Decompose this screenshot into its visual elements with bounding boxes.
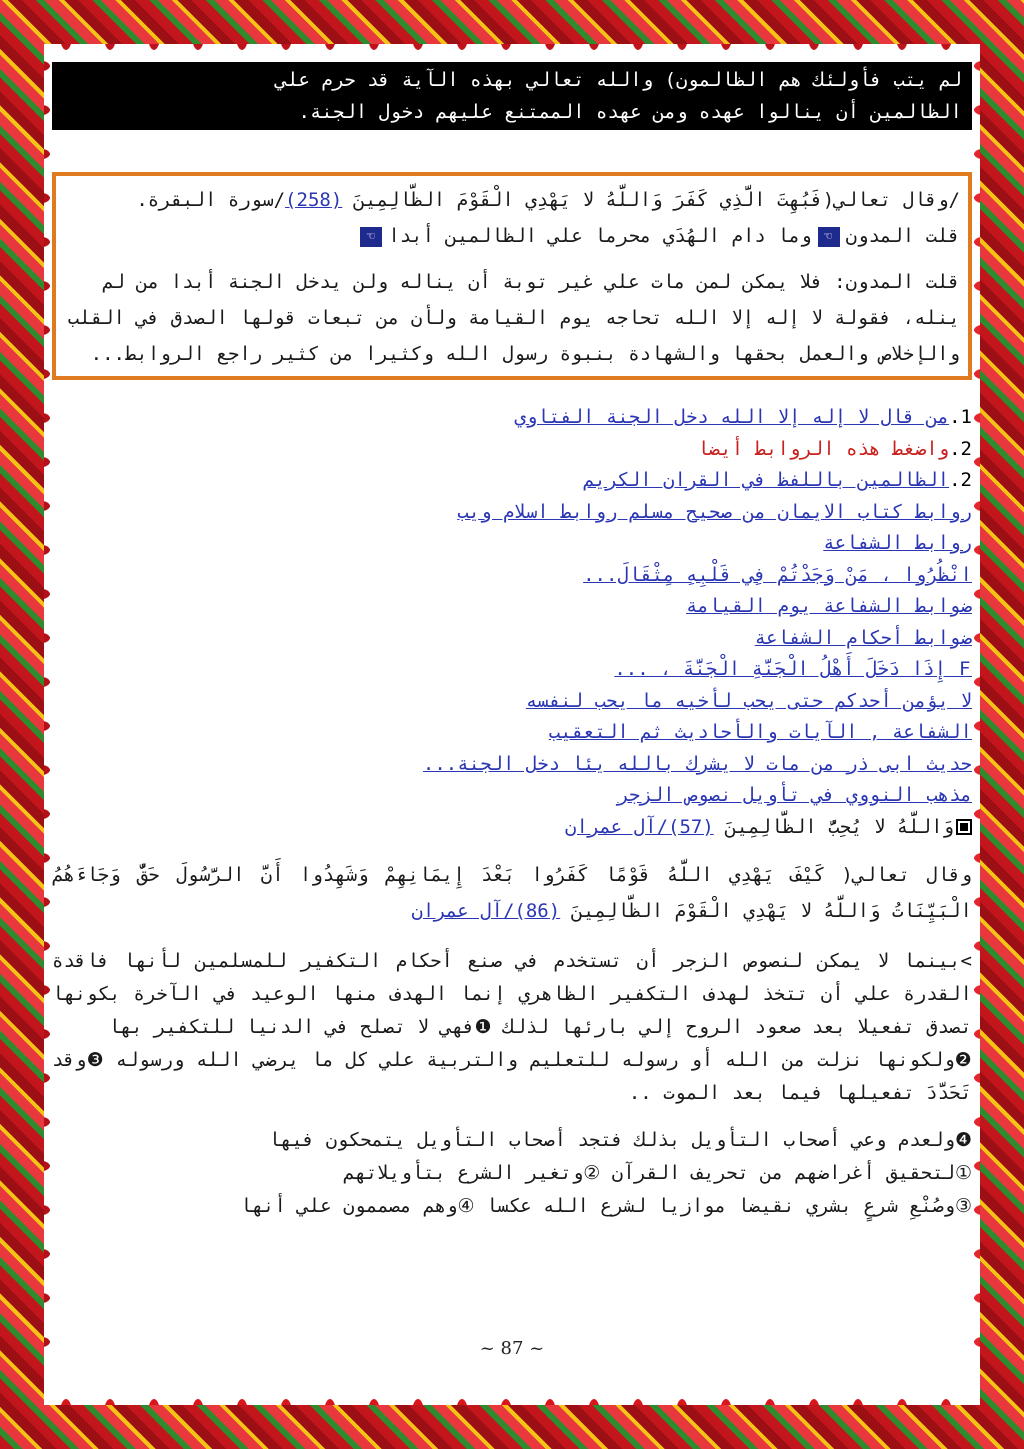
poinsettia-flower-icon	[0, 478, 50, 534]
top-box-line-1: لم يتب فأولئك هم الظالمون) والله تعالي بهذه الآية قد حرم علي	[275, 69, 962, 91]
poinsettia-flower-icon	[0, 610, 50, 666]
poinsettia-flower-icon	[82, 0, 138, 50]
poinsettia-flower-icon	[974, 830, 1024, 886]
poinsettia-flower-icon	[698, 0, 754, 50]
list-item	[52, 591, 972, 623]
poinsettia-flower-icon	[874, 1399, 930, 1449]
link-shafaa-qiyama[interactable]: ضوابط الشفاعة يوم القيامة	[686, 595, 972, 617]
top-box-line-2: الظالمين أن ينالوا عهده ومن عهده الممتنع عليهم دخول الجنة.	[298, 101, 962, 123]
surah-name: /سورة البقرة.	[136, 189, 286, 211]
circled-2-icon: ❷	[954, 1049, 972, 1071]
verse-al-imran-57: وَاللَّهُ لا يُحِبُّ الظَّالِمِينَ (57)/آل عمران	[52, 812, 972, 844]
verse-baqarah	[64, 182, 960, 218]
poinsettia-flower-icon	[82, 1399, 138, 1449]
poinsettia-flower-icon	[974, 82, 1024, 138]
poinsettia-flower-icon	[0, 434, 50, 490]
link-shafaa[interactable]: روابط الشفاعة	[823, 532, 972, 554]
poinsettia-flower-icon	[214, 1399, 270, 1449]
poinsettia-flower-icon	[0, 346, 50, 402]
circled-1-icon: ❶	[474, 1016, 492, 1038]
poinsettia-flower-icon	[0, 1270, 50, 1326]
poinsettia-flower-icon	[974, 566, 1024, 622]
circled-3-icon: ❸	[86, 1049, 104, 1071]
poinsettia-flower-icon	[0, 1138, 50, 1194]
blogger-note-label: قلت المدون	[845, 225, 960, 247]
poinsettia-flower-icon	[918, 1399, 974, 1449]
link-shafaa-ayat[interactable]: الشفاعة , الآيات والأحاديث ثم التعقيب	[548, 721, 972, 743]
poinsettia-flower-icon	[0, 918, 50, 974]
poinsettia-flower-icon	[0, 874, 50, 930]
pointing-hand-icon: ☜	[360, 227, 382, 247]
poinsettia-flower-icon	[974, 654, 1024, 710]
verse-al-imran-86: وقال تعالي( كَيْفَ يَهْدِي اللَّهُ قَوْمًا كَفَرُوا بَعْدَ إِيمَانِهِمْ وَشَهِدُوا أَنَّ الرَّسُولَ حَقٌّ وَجَاءَهُمُ الْبَيِّنَاتُ وَاللَّهُ لا يَهْدِي الْقَوْمَ الظَّالِمِينَ (86)/آل عمران	[52, 864, 972, 922]
poinsettia-flower-icon	[0, 258, 50, 314]
page-content	[52, 62, 972, 1223]
list-item	[52, 686, 972, 718]
list-item: 2.الظالمين باللفظ في القران الكريم	[583, 469, 972, 491]
poinsettia-flower-icon	[170, 0, 226, 50]
poinsettia-flower-icon	[974, 1270, 1024, 1326]
poinsettia-flower-icon	[654, 0, 710, 50]
poinsettia-flower-icon	[962, 1399, 1018, 1449]
poinsettia-flower-icon	[974, 346, 1024, 402]
poinsettia-flower-icon	[974, 38, 1024, 94]
circled-outline-4-icon: ④	[457, 1195, 475, 1217]
poinsettia-flower-icon	[974, 170, 1024, 226]
poinsettia-flower-icon	[974, 874, 1024, 930]
poinsettia-flower-icon	[610, 1399, 666, 1449]
poinsettia-flower-icon	[786, 0, 842, 50]
poinsettia-flower-icon	[390, 0, 446, 50]
poinsettia-flower-icon	[974, 1006, 1024, 1062]
circled-outline-1-icon: ①	[954, 1162, 972, 1184]
list-item: F إِذَا دَخَلَ أَهْلُ الْجَنَّةِ الْجَنَّةَ ، ...	[614, 658, 972, 680]
poinsettia-flower-icon	[566, 1399, 622, 1449]
poinsettia-flower-icon	[0, 82, 50, 138]
poinsettia-flower-icon	[170, 1399, 226, 1449]
poinsettia-flower-icon	[0, 962, 50, 1018]
link-dakhala-jannah[interactable]: إِذَا دَخَلَ أَهْلُ الْجَنَّةِ الْجَنَّةَ ، ...	[614, 658, 947, 680]
poinsettia-flower-icon	[830, 0, 886, 50]
poinsettia-flower-icon	[346, 1399, 402, 1449]
poinsettia-flower-icon	[258, 0, 314, 50]
poinsettia-flower-icon	[974, 786, 1024, 842]
poinsettia-flower-icon	[974, 742, 1024, 798]
link-iman-muslim[interactable]: روابط كتاب الايمان من صحيح مسلم روابط اسلام ويب	[457, 500, 972, 523]
poinsettia-flower-icon	[38, 1399, 94, 1449]
poinsettia-flower-icon	[38, 0, 94, 50]
poinsettia-flower-icon	[0, 566, 50, 622]
list-item: 2.واضغط هذه الروابط أيضا	[697, 437, 972, 460]
poinsettia-flower-icon	[0, 830, 50, 886]
link-hadith-abi-dharr[interactable]: حديث ابى ذر من مات لا يشرك بالله يئا دخل الجنة...	[422, 752, 972, 775]
poinsettia-flower-icon	[786, 1399, 842, 1449]
poinsettia-flower-icon	[610, 0, 666, 50]
poinsettia-flower-icon	[214, 0, 270, 50]
poinsettia-flower-icon	[974, 390, 1024, 446]
poinsettia-flower-icon	[974, 1050, 1024, 1106]
red-note: واضغط هذه الروابط أيضا	[697, 437, 950, 460]
zajr-paragraph: >بينما لا يمكن لنصوص الزجر أن تستخدم في صنع أحكام التكفير للمسلمين لأنها فاقدة القدرة علي أن تتخذ لهدف التكفير الظاهري إنما الهدف منها الوعيد في الآخرة بكونها تصدق تفعيلا بعد صعود الروح إلي بارئها لذلك ❶فهي لا تصلح في الدنيا للتكفير بها ❷ولكونها نزلت من الله أو رسوله للتعليم والتربية علي كل ما يرضي الله ورسوله ❸وقد تَحَدَّدَ تفعيلها فيما بعد الموت ..	[52, 950, 972, 1104]
poinsettia-flower-icon	[974, 214, 1024, 270]
list-item: 1.من قال لا إله إلا الله دخل الجنة الفتاوي	[514, 406, 972, 428]
poinsettia-flower-icon	[0, 698, 50, 754]
taweel-paragraph: ❹ولعدم وعي أصحاب التأويل بذلك فتجد أصحاب التأويل يتمحكون فيها ①لتحقيق أغراضهم من تحريف القرآن ②وتغير الشرع بتأويلاتهم ③وصُنْعِ شرعٍ بشري نقيضا موازيا لشرع الله عكسا ④وهم مصممون علي أنها	[240, 1129, 972, 1217]
poinsettia-flower-icon	[522, 1399, 578, 1449]
poinsettia-flower-icon	[974, 522, 1024, 578]
poinsettia-flower-icon	[0, 654, 50, 710]
poinsettia-flower-icon	[0, 170, 50, 226]
poinsettia-flower-icon	[434, 0, 490, 50]
verse-text: /وقال تعالي(فَبُهِتَ الَّذِي كَفَرَ وَاللَّهُ لا يَهْدِي الْقَوْمَ الظَّالِمِينَ	[342, 189, 960, 211]
list-item	[52, 560, 972, 592]
poinsettia-flower-icon	[742, 1399, 798, 1449]
blogger-note-text: وما دام الهُدَي محرما علي الظالمين أبدا	[388, 225, 812, 247]
square-bullet-icon	[956, 819, 972, 835]
poinsettia-flower-icon	[698, 1399, 754, 1449]
poinsettia-flower-icon	[654, 1399, 710, 1449]
poinsettia-flower-icon	[974, 918, 1024, 974]
poinsettia-flower-icon	[974, 478, 1024, 534]
top-black-box	[52, 62, 972, 130]
poinsettia-flower-icon	[478, 1399, 534, 1449]
link-nawawi[interactable]: مذهب النووي في تأويل نصوص الزجر	[617, 784, 972, 806]
poinsettia-flower-icon	[874, 0, 930, 50]
orange-box	[52, 172, 972, 380]
poinsettia-flower-icon	[974, 1138, 1024, 1194]
poinsettia-flower-icon	[962, 0, 1018, 50]
poinsettia-flower-icon	[742, 0, 798, 50]
poinsettia-flower-icon	[0, 522, 50, 578]
poinsettia-flower-icon	[0, 1094, 50, 1150]
poinsettia-flower-icon	[126, 0, 182, 50]
poinsettia-flower-icon	[390, 1399, 446, 1449]
poinsettia-flower-icon	[0, 1182, 50, 1238]
poinsettia-flower-icon	[0, 1050, 50, 1106]
poinsettia-flower-icon	[346, 0, 402, 50]
poinsettia-flower-icon	[478, 0, 534, 50]
poinsettia-flower-icon	[0, 0, 50, 50]
poinsettia-flower-icon	[974, 1226, 1024, 1282]
verse-ref-258[interactable]: (258)	[285, 189, 343, 211]
page-number: ~ 87 ~	[479, 1338, 545, 1359]
poinsettia-flower-icon	[302, 1399, 358, 1449]
poinsettia-flower-icon	[974, 258, 1024, 314]
poinsettia-flower-icon	[258, 1399, 314, 1449]
poinsettia-flower-icon	[974, 302, 1024, 358]
pointing-hand-icon: ☜	[818, 227, 840, 247]
poinsettia-flower-icon	[830, 1399, 886, 1449]
list-item	[52, 717, 972, 749]
blogger-note-paragraph: قلت المدون: فلا يمكن لمن مات علي غير توبة أن يناله ولن يدخل الجنة أبدا من لم ينله، فقولة لا إله إلا الله تحاجه يوم القيامة ولأن من تبعات قولها الصدق في القلب والإخلاص والعمل بحقها والشهادة بنبوة رسول الله وكثيرا من كثير راجع الروابط...	[67, 271, 960, 365]
poinsettia-flower-icon	[0, 38, 50, 94]
link-list	[52, 402, 972, 843]
verse-ref-86[interactable]: (86)/آل عمران	[411, 900, 561, 922]
poinsettia-flower-icon	[974, 962, 1024, 1018]
poinsettia-flower-icon	[0, 214, 50, 270]
link-la-yuminu[interactable]: لا يؤمن أحدكم حتى يحب لأخيه ما يحب لنفسه	[525, 689, 972, 712]
list-item	[52, 528, 972, 560]
blogger-note-line	[64, 218, 960, 254]
poinsettia-flower-icon	[974, 698, 1024, 754]
circled-4-icon: ❹	[954, 1129, 972, 1151]
poinsettia-flower-icon	[0, 742, 50, 798]
poinsettia-flower-icon	[974, 126, 1024, 182]
list-item	[52, 497, 972, 529]
circled-outline-3-icon: ③	[954, 1195, 972, 1217]
poinsettia-flower-icon	[918, 0, 974, 50]
poinsettia-flower-icon	[434, 1399, 490, 1449]
poinsettia-flower-icon	[974, 434, 1024, 490]
poinsettia-flower-icon	[974, 1094, 1024, 1150]
poinsettia-flower-icon	[302, 0, 358, 50]
link-fatawa[interactable]: من قال لا إله إلا الله دخل الجنة الفتاوي	[514, 406, 950, 428]
poinsettia-flower-icon	[566, 0, 622, 50]
list-item	[52, 623, 972, 655]
link-zalimin-quran[interactable]: الظالمين باللفظ في القران الكريم	[583, 469, 950, 491]
list-item	[52, 780, 972, 812]
list-item	[52, 749, 972, 781]
poinsettia-flower-icon	[0, 786, 50, 842]
poinsettia-flower-icon	[974, 610, 1024, 666]
poinsettia-flower-icon	[0, 1399, 50, 1449]
poinsettia-flower-icon	[0, 302, 50, 358]
verse-ref-57[interactable]: (57)/آل عمران	[565, 815, 714, 838]
link-unzuru[interactable]: انْظُرُوا ، مَنْ وَجَدْتُمْ فِي قَلْبِهِ مِثْقَالَ...	[583, 563, 972, 586]
circled-outline-2-icon: ②	[583, 1162, 601, 1184]
poinsettia-flower-icon	[126, 1399, 182, 1449]
poinsettia-flower-icon	[0, 126, 50, 182]
poinsettia-flower-icon	[974, 1182, 1024, 1238]
poinsettia-flower-icon	[0, 390, 50, 446]
link-ahkam-shafaa[interactable]: ضوابط أحكام الشفاعة	[754, 626, 972, 649]
poinsettia-flower-icon	[0, 1006, 50, 1062]
poinsettia-flower-icon	[0, 1226, 50, 1282]
poinsettia-flower-icon	[522, 0, 578, 50]
